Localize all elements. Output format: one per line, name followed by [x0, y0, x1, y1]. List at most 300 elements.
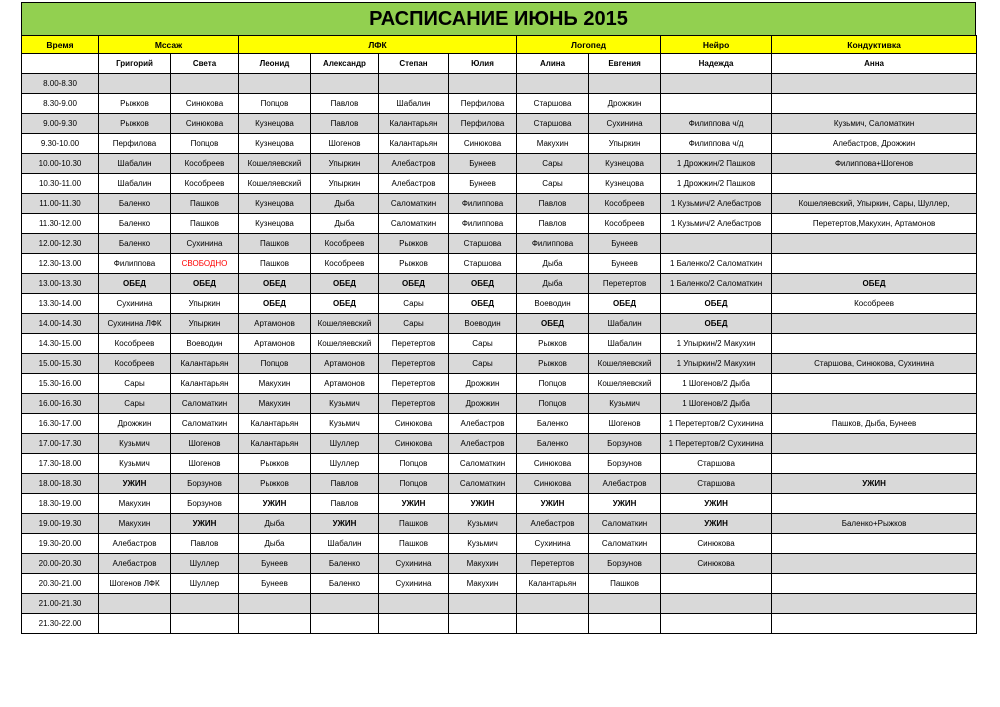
- schedule-row: [22, 314, 977, 334]
- schedule-cell: Шабалин: [311, 534, 379, 554]
- schedule-cell: СВОБОДНО: [171, 254, 239, 274]
- schedule-cell: Сухинина: [517, 534, 589, 554]
- schedule-cell: Воеводин: [449, 314, 517, 334]
- schedule-cell: УЖИН: [517, 494, 589, 514]
- schedule-cell: 1 Дрожжин/2 Пашков: [661, 154, 772, 174]
- schedule-cell: 1 Баленко/2 Саломаткин: [661, 274, 772, 294]
- schedule-cell: Кошеляевский: [311, 314, 379, 334]
- schedule-cell: Саломаткин: [449, 474, 517, 494]
- schedule-row: [22, 614, 977, 634]
- schedule-cell: Старшова: [517, 94, 589, 114]
- schedule-cell: Филиппова: [449, 194, 517, 214]
- group-speech-therapist: Логопед: [517, 36, 661, 54]
- schedule-cell: Павлов: [311, 94, 379, 114]
- schedule-cell: Павлов: [171, 534, 239, 554]
- schedule-cell: Кошеляевский: [311, 334, 379, 354]
- schedule-cell: Борзунов: [589, 434, 661, 454]
- schedule-cell: Кошеляевский: [239, 154, 311, 174]
- schedule-cell: Кузьмич, Саломаткин: [772, 114, 977, 134]
- schedule-cell: Баленко: [99, 214, 171, 234]
- schedule-cell: Рыжков: [239, 454, 311, 474]
- schedule-cell: Шабалин: [99, 174, 171, 194]
- schedule-cell: Упыркин: [311, 154, 379, 174]
- schedule-row: [22, 134, 977, 154]
- schedule-cell: Кособреев: [311, 234, 379, 254]
- schedule-cell: [661, 614, 772, 634]
- schedule-row: [22, 554, 977, 574]
- schedule-row: [22, 534, 977, 554]
- schedule-cell: Алебастров: [449, 414, 517, 434]
- schedule-cell: Попцов: [379, 454, 449, 474]
- schedule-cell: Кузьмич: [449, 514, 517, 534]
- time-slot-cell: 18.00-18.30: [22, 474, 99, 494]
- time-slot-cell: 12.00-12.30: [22, 234, 99, 254]
- schedule-cell: Борзунов: [589, 454, 661, 474]
- schedule-cell: [589, 594, 661, 614]
- time-slot-cell: 18.30-19.00: [22, 494, 99, 514]
- schedule-cell: Рыжков: [517, 334, 589, 354]
- schedule-cell: Сухинина: [171, 234, 239, 254]
- schedule-cell: Синюкова: [171, 94, 239, 114]
- schedule-cell: [772, 234, 977, 254]
- schedule-cell: Шогенов: [589, 414, 661, 434]
- schedule-cell: Перфилова: [99, 134, 171, 154]
- specialist-stepan: Степан: [379, 54, 449, 74]
- schedule-cell: Филиппова: [449, 214, 517, 234]
- specialist-grigoriy: Григорий: [99, 54, 171, 74]
- schedule-cell: Артамонов: [239, 314, 311, 334]
- schedule-cell: Калантарьян: [171, 354, 239, 374]
- schedule-cell: Синюкова: [517, 454, 589, 474]
- group-header-row: [22, 36, 977, 54]
- schedule-cell: ОБЕД: [99, 274, 171, 294]
- schedule-cell: Алебастров: [99, 534, 171, 554]
- schedule-cell: Саломаткин: [589, 534, 661, 554]
- time-slot-cell: 16.30-17.00: [22, 414, 99, 434]
- schedule-cell: Синюкова: [379, 414, 449, 434]
- schedule-cell: Кошеляевский: [589, 374, 661, 394]
- schedule-cell: Сары: [99, 374, 171, 394]
- schedule-cell: Шуллер: [311, 434, 379, 454]
- schedule-row: [22, 374, 977, 394]
- schedule-cell: Кузьмич: [311, 414, 379, 434]
- schedule-cell: [772, 554, 977, 574]
- schedule-cell: Сухинина: [379, 574, 449, 594]
- time-slot-cell: 12.30-13.00: [22, 254, 99, 274]
- schedule-cell: ОБЕД: [661, 294, 772, 314]
- schedule-title: РАСПИСАНИЕ ИЮНЬ 2015: [21, 2, 976, 35]
- schedule-cell: УЖИН: [239, 494, 311, 514]
- schedule-cell: [661, 74, 772, 94]
- schedule-cell: Упыркин: [171, 294, 239, 314]
- time-slot-cell: 8.00-8.30: [22, 74, 99, 94]
- schedule-cell: Макухин: [239, 374, 311, 394]
- schedule-cell: Макухин: [449, 574, 517, 594]
- schedule-cell: Кособреев: [589, 194, 661, 214]
- schedule-cell: Старшова: [517, 114, 589, 134]
- schedule-cell: Перфилова: [449, 94, 517, 114]
- schedule-cell: Кузьмич: [311, 394, 379, 414]
- schedule-cell: Шогенов ЛФК: [99, 574, 171, 594]
- schedule-sheet: [21, 2, 976, 634]
- schedule-cell: Сухинина: [589, 114, 661, 134]
- schedule-cell: Упыркин: [171, 314, 239, 334]
- schedule-cell: Шабалин: [379, 94, 449, 114]
- schedule-cell: [661, 234, 772, 254]
- time-slot-cell: 10.30-11.00: [22, 174, 99, 194]
- schedule-cell: [449, 614, 517, 634]
- schedule-cell: Филиппова: [517, 234, 589, 254]
- schedule-cell: [772, 314, 977, 334]
- schedule-cell: 1 Кузьмич/2 Алебастров: [661, 214, 772, 234]
- schedule-cell: [239, 594, 311, 614]
- schedule-cell: Перетертов: [379, 394, 449, 414]
- schedule-cell: [589, 614, 661, 634]
- schedule-cell: Кузнецова: [239, 214, 311, 234]
- schedule-cell: 1 Упыркин/2 Макухин: [661, 334, 772, 354]
- schedule-cell: Перетертов: [517, 554, 589, 574]
- schedule-cell: [772, 394, 977, 414]
- schedule-cell: Рыжков: [239, 474, 311, 494]
- schedule-cell: Синюкова: [517, 474, 589, 494]
- schedule-cell: ОБЕД: [239, 274, 311, 294]
- schedule-cell: [589, 74, 661, 94]
- group-neuro: Нейро: [661, 36, 772, 54]
- schedule-cell: Павлов: [517, 214, 589, 234]
- schedule-cell: Воеводин: [517, 294, 589, 314]
- schedule-cell: Шабалин: [99, 154, 171, 174]
- group-lfk: ЛФК: [239, 36, 517, 54]
- group-massage: Мссаж: [99, 36, 239, 54]
- schedule-cell: Кособреев: [171, 154, 239, 174]
- schedule-cell: ОБЕД: [379, 274, 449, 294]
- schedule-cell: [772, 494, 977, 514]
- schedule-cell: Синюкова: [661, 554, 772, 574]
- schedule-cell: Шуллер: [171, 554, 239, 574]
- schedule-cell: Павлов: [311, 494, 379, 514]
- schedule-cell: Сары: [449, 334, 517, 354]
- schedule-row: [22, 114, 977, 134]
- schedule-cell: Синюкова: [171, 114, 239, 134]
- schedule-cell: Старшова: [661, 474, 772, 494]
- schedule-row: [22, 354, 977, 374]
- schedule-cell: 1 Упыркин/2 Макухин: [661, 354, 772, 374]
- schedule-cell: Рыжков: [517, 354, 589, 374]
- group-time: Время: [22, 36, 99, 54]
- schedule-cell: ОБЕД: [449, 274, 517, 294]
- time-slot-cell: 16.00-16.30: [22, 394, 99, 414]
- time-slot-cell: 9.30-10.00: [22, 134, 99, 154]
- specialist-header-row: [22, 54, 977, 74]
- schedule-row: [22, 234, 977, 254]
- schedule-cell: Рыжков: [99, 94, 171, 114]
- specialist-sveta: Света: [171, 54, 239, 74]
- schedule-cell: Упыркин: [589, 134, 661, 154]
- schedule-cell: Пашков: [239, 254, 311, 274]
- schedule-cell: Пашков: [379, 514, 449, 534]
- time-slot-cell: 21.30-22.00: [22, 614, 99, 634]
- schedule-cell: Кузнецова: [589, 174, 661, 194]
- schedule-cell: Баленко: [99, 234, 171, 254]
- schedule-cell: Синюкова: [661, 534, 772, 554]
- schedule-cell: Пашков: [239, 234, 311, 254]
- schedule-cell: Филиппова+Шогенов: [772, 154, 977, 174]
- schedule-cell: Алебастров: [517, 514, 589, 534]
- schedule-cell: Сары: [99, 394, 171, 414]
- schedule-cell: Макухин: [517, 134, 589, 154]
- schedule-cell: Перфилова: [449, 114, 517, 134]
- schedule-cell: Кособреев: [589, 214, 661, 234]
- schedule-cell: [449, 594, 517, 614]
- schedule-cell: Артамонов: [311, 374, 379, 394]
- schedule-table: [21, 35, 977, 634]
- schedule-cell: Перетертов,Макухин, Артамонов: [772, 214, 977, 234]
- schedule-cell: Сары: [449, 354, 517, 374]
- schedule-cell: УЖИН: [589, 494, 661, 514]
- schedule-cell: [772, 374, 977, 394]
- schedule-cell: Дыба: [239, 534, 311, 554]
- schedule-cell: Попцов: [379, 474, 449, 494]
- schedule-cell: Филиппова ч/д: [661, 114, 772, 134]
- schedule-cell: Калантарьян: [379, 134, 449, 154]
- schedule-cell: Алебастров: [449, 434, 517, 454]
- schedule-cell: Калантарьян: [379, 114, 449, 134]
- schedule-cell: [772, 454, 977, 474]
- time-slot-cell: 8.30-9.00: [22, 94, 99, 114]
- schedule-cell: Филиппова ч/д: [661, 134, 772, 154]
- schedule-cell: Шогенов: [171, 454, 239, 474]
- schedule-cell: Макухин: [239, 394, 311, 414]
- schedule-cell: ОБЕД: [311, 274, 379, 294]
- specialist-nadezhda: Надежда: [661, 54, 772, 74]
- schedule-cell: Рыжков: [379, 254, 449, 274]
- schedule-cell: [171, 614, 239, 634]
- schedule-cell: Макухин: [449, 554, 517, 574]
- schedule-cell: Кузнецова: [589, 154, 661, 174]
- specialist-yuliya: Юлия: [449, 54, 517, 74]
- schedule-cell: Макухин: [99, 494, 171, 514]
- schedule-cell: Борзунов: [171, 474, 239, 494]
- schedule-row: [22, 514, 977, 534]
- schedule-cell: [171, 74, 239, 94]
- schedule-cell: Шуллер: [171, 574, 239, 594]
- schedule-cell: Старшова: [449, 234, 517, 254]
- specialist-header-empty: [22, 54, 99, 74]
- schedule-cell: 1 Кузьмич/2 Алебастров: [661, 194, 772, 214]
- schedule-cell: Калантарьян: [517, 574, 589, 594]
- schedule-cell: [311, 614, 379, 634]
- schedule-cell: Макухин: [99, 514, 171, 534]
- schedule-row: [22, 574, 977, 594]
- specialist-leonid: Леонид: [239, 54, 311, 74]
- schedule-cell: Дрожжин: [589, 94, 661, 114]
- specialist-aleksandr: Александр: [311, 54, 379, 74]
- schedule-cell: Алебастров, Дрожжин: [772, 134, 977, 154]
- time-slot-cell: 19.30-20.00: [22, 534, 99, 554]
- schedule-cell: [661, 574, 772, 594]
- schedule-cell: Кошеляевский: [589, 354, 661, 374]
- schedule-cell: Кошеляевский, Упыркин, Сары, Шуллер,: [772, 194, 977, 214]
- schedule-cell: Шабалин: [589, 334, 661, 354]
- schedule-cell: Павлов: [311, 114, 379, 134]
- schedule-cell: Бунеев: [239, 574, 311, 594]
- schedule-cell: Калантарьян: [239, 414, 311, 434]
- schedule-cell: УЖИН: [772, 474, 977, 494]
- schedule-cell: Баленко: [311, 574, 379, 594]
- schedule-cell: УЖИН: [449, 494, 517, 514]
- schedule-cell: Шуллер: [311, 454, 379, 474]
- schedule-cell: [772, 74, 977, 94]
- schedule-cell: Баленко: [517, 434, 589, 454]
- time-slot-cell: 20.00-20.30: [22, 554, 99, 574]
- schedule-cell: Упыркин: [311, 174, 379, 194]
- schedule-cell: [239, 74, 311, 94]
- schedule-cell: Филиппова: [99, 254, 171, 274]
- schedule-cell: Дыба: [311, 214, 379, 234]
- schedule-cell: [772, 574, 977, 594]
- schedule-cell: УЖИН: [661, 514, 772, 534]
- schedule-cell: Алебастров: [589, 474, 661, 494]
- schedule-cell: Синюкова: [379, 434, 449, 454]
- schedule-row: [22, 594, 977, 614]
- schedule-cell: Кошеляевский: [239, 174, 311, 194]
- schedule-cell: Пашков: [171, 194, 239, 214]
- schedule-cell: Алебастров: [379, 174, 449, 194]
- schedule-cell: [772, 174, 977, 194]
- schedule-row: [22, 454, 977, 474]
- schedule-cell: Сухинина ЛФК: [99, 314, 171, 334]
- time-slot-cell: 9.00-9.30: [22, 114, 99, 134]
- schedule-cell: Старшова: [449, 254, 517, 274]
- schedule-cell: ОБЕД: [517, 314, 589, 334]
- schedule-cell: Попцов: [517, 374, 589, 394]
- schedule-cell: [99, 614, 171, 634]
- schedule-cell: [379, 594, 449, 614]
- schedule-cell: Саломаткин: [589, 514, 661, 534]
- schedule-cell: Саломаткин: [449, 454, 517, 474]
- time-slot-cell: 11.30-12.00: [22, 214, 99, 234]
- schedule-cell: Бунеев: [589, 234, 661, 254]
- schedule-cell: Саломаткин: [379, 194, 449, 214]
- schedule-cell: 1 Баленко/2 Саломаткин: [661, 254, 772, 274]
- time-slot-cell: 13.00-13.30: [22, 274, 99, 294]
- schedule-cell: Кособреев: [99, 334, 171, 354]
- schedule-cell: Павлов: [517, 194, 589, 214]
- schedule-row: [22, 74, 977, 94]
- time-slot-cell: 14.30-15.00: [22, 334, 99, 354]
- schedule-cell: УЖИН: [171, 514, 239, 534]
- schedule-cell: Кособреев: [311, 254, 379, 274]
- schedule-cell: [772, 594, 977, 614]
- schedule-cell: Кособреев: [99, 354, 171, 374]
- schedule-cell: Баленко: [99, 194, 171, 214]
- schedule-cell: [239, 614, 311, 634]
- schedule-cell: Алебастров: [99, 554, 171, 574]
- schedule-row: [22, 294, 977, 314]
- time-slot-cell: 19.00-19.30: [22, 514, 99, 534]
- schedule-cell: Попцов: [517, 394, 589, 414]
- schedule-row: [22, 94, 977, 114]
- schedule-cell: [517, 614, 589, 634]
- schedule-cell: Перетертов: [379, 334, 449, 354]
- schedule-cell: Пашков, Дыба, Бунеев: [772, 414, 977, 434]
- schedule-row: [22, 474, 977, 494]
- time-slot-cell: 17.00-17.30: [22, 434, 99, 454]
- schedule-cell: УЖИН: [379, 494, 449, 514]
- time-slot-cell: 17.30-18.00: [22, 454, 99, 474]
- schedule-cell: Шабалин: [589, 314, 661, 334]
- schedule-cell: Перетертов: [379, 374, 449, 394]
- schedule-cell: [772, 254, 977, 274]
- schedule-cell: Попцов: [239, 354, 311, 374]
- schedule-cell: Кузьмич: [589, 394, 661, 414]
- schedule-cell: Баленко: [517, 414, 589, 434]
- schedule-cell: Дыба: [239, 514, 311, 534]
- schedule-cell: [772, 334, 977, 354]
- schedule-cell: Бунеев: [589, 254, 661, 274]
- schedule-cell: Рыжков: [379, 234, 449, 254]
- schedule-cell: ОБЕД: [449, 294, 517, 314]
- schedule-cell: Дыба: [517, 274, 589, 294]
- time-slot-cell: 15.30-16.00: [22, 374, 99, 394]
- schedule-cell: Баленко+Рыжков: [772, 514, 977, 534]
- specialist-anna: Анна: [772, 54, 977, 74]
- schedule-row: [22, 274, 977, 294]
- schedule-cell: Кособреев: [772, 294, 977, 314]
- schedule-cell: ОБЕД: [772, 274, 977, 294]
- schedule-cell: Сары: [379, 294, 449, 314]
- schedule-cell: Пашков: [379, 534, 449, 554]
- schedule-cell: Бунеев: [239, 554, 311, 574]
- schedule-cell: Саломаткин: [171, 394, 239, 414]
- group-conductive: Кондуктивка: [772, 36, 977, 54]
- schedule-cell: Сары: [379, 314, 449, 334]
- schedule-cell: Сухинина: [379, 554, 449, 574]
- time-slot-cell: 10.00-10.30: [22, 154, 99, 174]
- schedule-cell: УЖИН: [311, 514, 379, 534]
- time-slot-cell: 11.00-11.30: [22, 194, 99, 214]
- schedule-cell: Попцов: [239, 94, 311, 114]
- schedule-cell: Старшова: [661, 454, 772, 474]
- schedule-cell: 1 Дрожжин/2 Пашков: [661, 174, 772, 194]
- schedule-row: [22, 174, 977, 194]
- schedule-cell: Перетертов: [379, 354, 449, 374]
- schedule-cell: Сары: [517, 174, 589, 194]
- schedule-cell: 1 Перетертов/2 Сухинина: [661, 434, 772, 454]
- schedule-cell: Пашков: [589, 574, 661, 594]
- schedule-cell: [99, 594, 171, 614]
- schedule-row: [22, 214, 977, 234]
- schedule-cell: [311, 74, 379, 94]
- schedule-cell: [517, 74, 589, 94]
- schedule-cell: [661, 94, 772, 114]
- schedule-row: [22, 334, 977, 354]
- schedule-cell: Саломаткин: [379, 214, 449, 234]
- schedule-cell: Дрожжин: [449, 394, 517, 414]
- schedule-cell: ОБЕД: [171, 274, 239, 294]
- schedule-row: [22, 414, 977, 434]
- schedule-cell: 1 Перетертов/2 Сухинина: [661, 414, 772, 434]
- schedule-cell: Кузьмич: [449, 534, 517, 554]
- schedule-row: [22, 194, 977, 214]
- time-slot-cell: 14.00-14.30: [22, 314, 99, 334]
- schedule-cell: Шогенов: [171, 434, 239, 454]
- schedule-cell: [171, 594, 239, 614]
- schedule-cell: Шогенов: [311, 134, 379, 154]
- time-slot-cell: 15.00-15.30: [22, 354, 99, 374]
- schedule-row: [22, 254, 977, 274]
- schedule-row: [22, 494, 977, 514]
